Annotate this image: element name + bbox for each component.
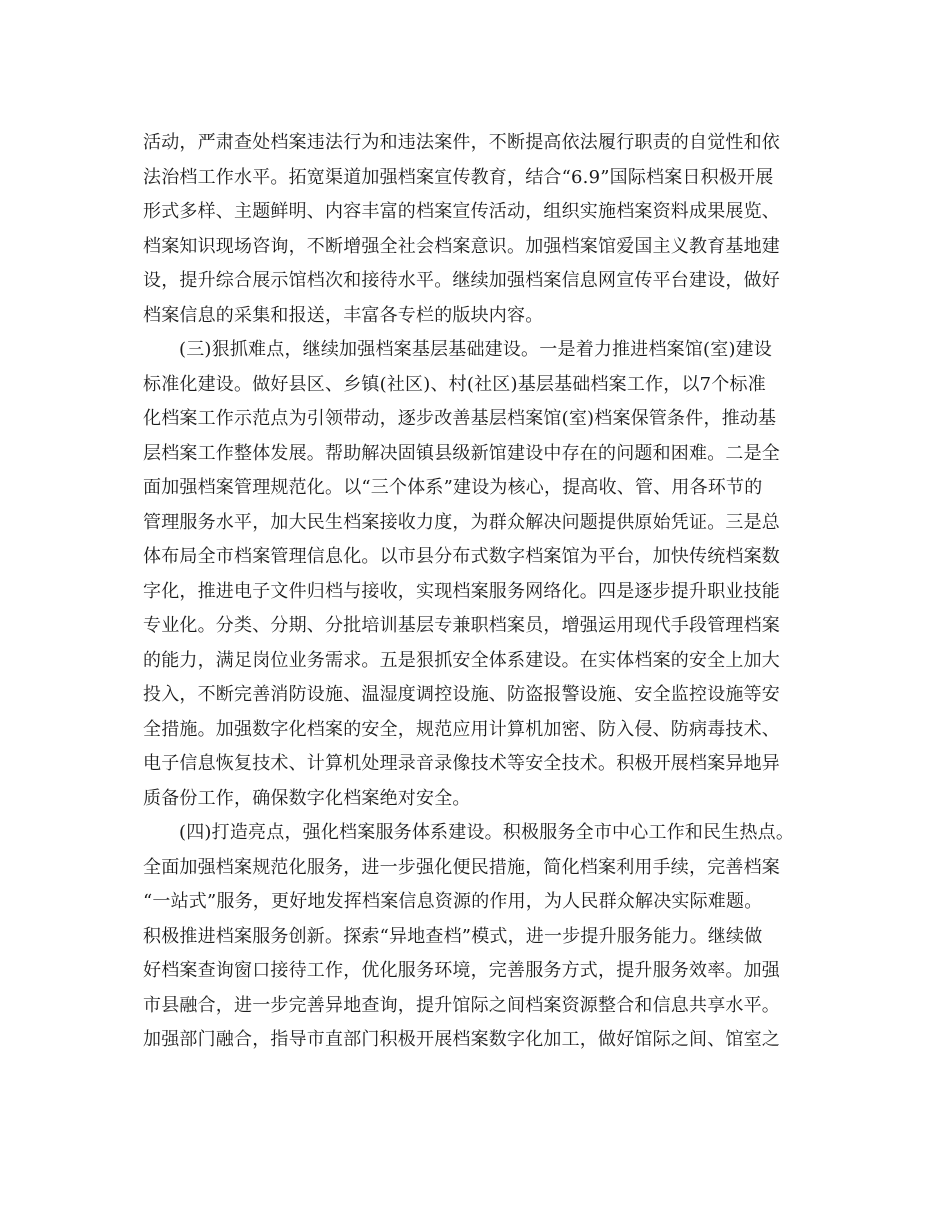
text-line: (四)打造亮点，强化档案服务体系建设。积极服务全市中心工作和民生热点。 <box>179 822 795 843</box>
body-text <box>143 126 813 1058</box>
text-line: 字化，推进电子文件归档与接收，实现档案服务网络化。四是逐步提升职业技能 <box>143 580 780 602</box>
text-line: 好档案查询窗口接待工作，优化服务环境，完善服务方式，提升服务效率。加强 <box>143 960 780 981</box>
text-line: 档案信息的采集和报送，丰富各专栏的版块内容。 <box>143 304 544 326</box>
text-line: 法治档工作水平。拓宽渠道加强档案宣传教育，结合“6.9”国际档案日积极开展 <box>143 166 774 188</box>
text-line: 积极推进档案服务创新。探索“异地查档”模式，进一步提升服务能力。继续做 <box>143 925 763 947</box>
text-line: 面加强档案管理规范化。以“三个体系”建设为核心，提高收、管、用各环节的 <box>143 477 763 498</box>
text-line: 电子信息恢复技术、计算机处理录音录像技术等安全技术。积极开展档案异地异 <box>143 753 780 774</box>
text-line: 全措施。加强数字化档案的安全，规范应用计算机加密、防入侵、防病毒技术、 <box>143 718 780 740</box>
text-line: 的能力，满足岗位业务需求。五是狠抓安全体系建设。在实体档案的安全上加大 <box>143 649 780 671</box>
text-line: (三)狠抓难点，继续加强档案基层基础建设。一是着力推进档案馆(室)建设 <box>179 339 773 360</box>
text-line: 活动，严肃查处档案违法行为和违法案件，不断提高依法履行职责的自觉性和依 <box>143 132 780 153</box>
text-line: 市县融合，进一步完善异地查询，提升馆际之间档案资源整合和信息共享水平。 <box>143 994 780 1016</box>
text-line: 标准化建设。做好县区、乡镇(社区)、村(社区)基层基础档案工作，以7个标准 <box>143 373 766 395</box>
text-line: “一站式”服务，更好地发挥档案信息资源的作用，为人民群众解决实际难题。 <box>143 891 763 912</box>
text-line: 全面加强档案规范化服务，进一步强化便民措施，简化档案利用手续，完善档案 <box>143 856 780 878</box>
text-line: 加强部门融合，指导市直部门积极开展档案数字化加工，做好馆际之间、馆室之 <box>143 1029 780 1050</box>
text-line: 化档案工作示范点为引领带动，逐步改善基层档案馆(室)档案保管条件，推动基 <box>143 408 777 429</box>
text-line: 形式多样、主题鲜明、内容丰富的档案宣传活动，组织实施档案资料成果展览、 <box>143 201 780 222</box>
text-line: 管理服务水平，加大民生档案接收力度，为群众解决问题提供原始凭证。三是总 <box>143 511 780 533</box>
text-line: 设，提升综合展示馆档次和接待水平。继续加强档案信息网宣传平台建设，做好 <box>143 270 780 291</box>
text-line: 体布局全市档案管理信息化。以市县分布式数字档案馆为平台，加快传统档案数 <box>143 546 780 567</box>
text-line: 层档案工作整体发展。帮助解决固镇县级新馆建设中存在的问题和困难。二是全 <box>143 442 780 464</box>
text-line: 质备份工作，确保数字化档案绝对安全。 <box>143 787 471 809</box>
text-line: 投入，不断完善消防设施、温湿度调控设施、防盗报警设施、安全监控设施等安 <box>143 684 780 705</box>
text-line: 专业化。分类、分期、分批培训基层专兼职档案员，增强运用现代手段管理档案 <box>143 615 780 636</box>
text-line: 档案知识现场咨询，不断增强全社会档案意识。加强档案馆爱国主义教育基地建 <box>143 235 780 257</box>
